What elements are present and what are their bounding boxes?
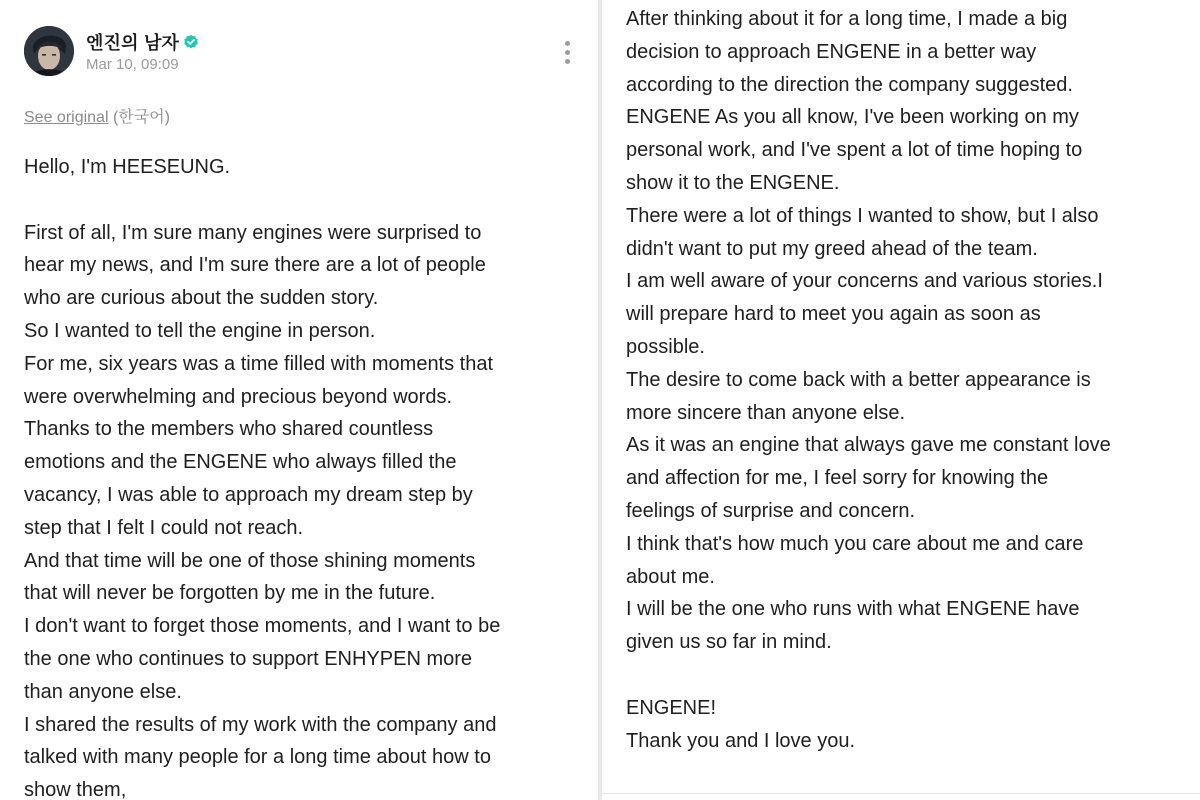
post-text-line: show it to the ENGENE. xyxy=(626,171,840,194)
post-text-line: So I wanted to tell the engine in person. xyxy=(24,319,376,342)
author-name[interactable]: 엔진의 남자 xyxy=(86,32,180,53)
post-text-line: After thinking about it for a long time, I made a big xyxy=(626,8,1068,30)
post-text-line: were overwhelming and precious beyond words. xyxy=(24,385,453,408)
post-text-line: And that time will be one of those shining moments xyxy=(24,549,476,572)
avatar-portrait-icon xyxy=(24,26,74,76)
post-text-line: the one who continues to support ENHYPEN more xyxy=(24,647,473,670)
more-options-button[interactable] xyxy=(556,36,578,68)
post-text-line: The desire to come back with a better appearance is xyxy=(626,368,1091,391)
more-vertical-icon xyxy=(565,41,570,46)
post-text-line: and affection for me, I feel sorry for knowing the xyxy=(626,467,1049,490)
post-text-line: that will never be forgotten by me in the future. xyxy=(24,582,436,605)
post-text-line: personal work, and I've spent a lot of time hoping to xyxy=(626,139,1083,162)
post-header xyxy=(24,26,199,76)
post-timestamp: Mar 10, 09:09 xyxy=(86,55,179,73)
paragraph-gap xyxy=(24,184,588,217)
post-panel-left xyxy=(0,0,598,800)
post-end-rule xyxy=(602,793,1200,794)
post-text-line: given us so far in mind. xyxy=(626,631,832,654)
post-panel-right xyxy=(602,0,1200,800)
see-original-link[interactable]: See original xyxy=(24,109,109,126)
post-text-line: I shared the results of my work with the company and xyxy=(24,713,497,736)
author-info xyxy=(86,30,199,73)
post-text-line: emotions and the ENGENE who always filled the xyxy=(24,451,457,474)
post-text-line: ENGENE As you all know, I've been working on my xyxy=(626,106,1079,129)
post-text-line: talked with many people for a long time about how to xyxy=(24,746,491,769)
more-vertical-icon-dot xyxy=(565,59,570,64)
post-text-line: I am well aware of your concerns and various stories.I xyxy=(626,270,1103,293)
post-text-line: vacancy, I was able to approach my dream step by xyxy=(24,483,473,506)
post-text-line: than anyone else. xyxy=(24,680,182,703)
post-text-line: hear my news, and I'm sure there are a lot of people xyxy=(24,254,486,277)
post-text-line: possible. xyxy=(626,335,705,358)
post-text-line: Hello, I'm HEESEUNG. xyxy=(24,156,231,178)
post-body-right xyxy=(626,3,1192,757)
post-text-line: I don't want to forget those moments, and I want to be xyxy=(24,615,501,638)
post-text-line: didn't want to put my greed ahead of the team. xyxy=(626,237,1038,260)
post-text-line: more sincere than anyone else. xyxy=(626,401,906,424)
post-text-line: show them, xyxy=(24,779,127,800)
post-text-line: Thank you and I love you. xyxy=(626,729,856,752)
translation-notice xyxy=(24,104,170,127)
paragraph-gap xyxy=(626,659,1192,692)
verified-check-icon xyxy=(183,34,199,50)
more-vertical-icon-dot xyxy=(565,50,570,55)
post-text-line: who are curious about the sudden story. xyxy=(24,287,379,310)
post-text-line: I will be the one who runs with what ENGENE have xyxy=(626,598,1080,621)
post-text-line: There were a lot of things I wanted to show, but I also xyxy=(626,204,1099,227)
post-text-line: feelings of surprise and concern. xyxy=(626,499,916,522)
post-text-line: As it was an engine that always gave me constant love xyxy=(626,434,1111,457)
post-text-line: will prepare hard to meet you again as soon as xyxy=(626,303,1041,326)
post-text-line: about me. xyxy=(626,565,715,588)
post-text-line: according to the direction the company suggested. xyxy=(626,73,1073,96)
post-text-line: decision to approach ENGENE in a better way xyxy=(626,40,1037,63)
post-text-line: First of all, I'm sure many engines were surprised to xyxy=(24,221,482,244)
post-body-left xyxy=(24,151,588,800)
post-text-line: For me, six years was a time filled with moments that xyxy=(24,352,494,375)
author-row xyxy=(86,30,199,54)
post-text-line: step that I felt I could not reach. xyxy=(24,516,304,539)
post-text-line: Thanks to the members who shared countless xyxy=(24,418,434,441)
original-language-label: (한국어) xyxy=(112,109,170,126)
author-avatar[interactable] xyxy=(24,26,74,76)
post-text-line: ENGENE! xyxy=(626,696,717,719)
post-text-line: I think that's how much you care about me and care xyxy=(626,532,1084,555)
